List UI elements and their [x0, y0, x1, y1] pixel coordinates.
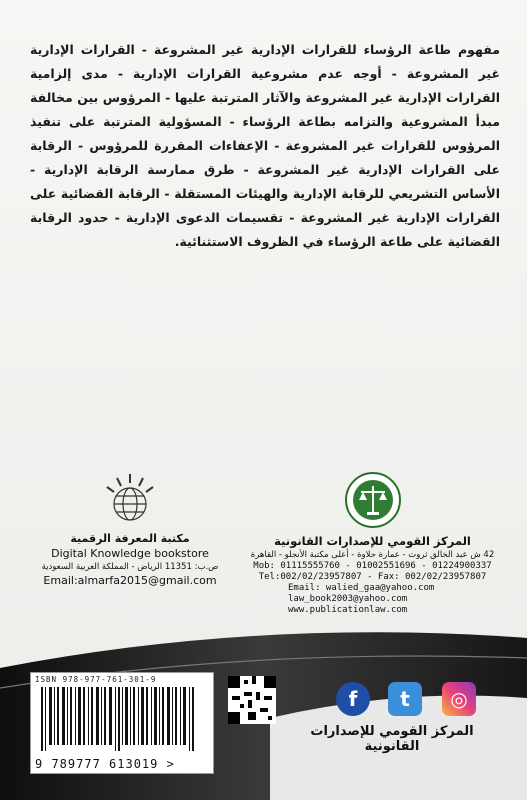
left-publisher-po-box: ص.ب: 11351 الرياض - المملكة العربية السعودية [41, 562, 219, 572]
right-publisher-address: 42 ش عبد الخالق ثروت - عمارة حلاوة - أعلى مكتبة الأنجلو - القاهرة [250, 550, 495, 560]
globe-logo-icon [95, 470, 165, 530]
right-publisher-mobile: Mob: 01115555760 - 01002551696 - 01224900337 [253, 561, 492, 571]
right-publisher-tel: Tel:002/02/23957807 - Fax: 002/02/23957807 [258, 572, 487, 582]
instagram-icon[interactable]: ◎ [442, 682, 476, 716]
left-publisher-ar-name: مكتبة المعرفة الرقمية [70, 532, 190, 545]
twitter-icon[interactable]: t [388, 682, 422, 716]
left-publisher [30, 470, 230, 587]
qr-code-icon[interactable] [228, 676, 276, 724]
bottom-publisher-title: المركز القومي للإصدارات القانونية [310, 724, 474, 754]
facebook-icon[interactable]: f [336, 682, 370, 716]
right-publisher-website: www.publicationlaw.com [288, 605, 408, 615]
isbn-label: ISBN 978-977-761-301-9 [35, 675, 157, 684]
left-publisher-en-name: Digital Knowledge bookstore [51, 547, 209, 560]
isbn-barcode [30, 672, 214, 774]
ean-digits: 9 789777 613019 > [35, 757, 175, 771]
barcode-bars-icon [41, 687, 201, 751]
right-publisher-email-1: Email: walied_gaa@yahoo.com [288, 583, 435, 593]
scales-seal-icon [343, 470, 403, 530]
back-cover-text: مفهوم طاعة الرؤساء للقرارات الإدارية غير المشروعة - القرارات الإدارية غير المشروعة - أوجه عدم مشروعية القرارات الإدارية - مدى إلزامية القرارات الإدارية غير المشروعة والآثار المترتبة عليها - المرؤوس بين مخالفة مبدأ المشروعية والتزامه بطاعة الرؤساء - المسؤولية المترتبة على تنفيذ المرؤوس للقرارات غير المشروعة - الإعفاءات المقررة للمرؤوس - الرقابة على القرارات الإدارية غير المشروعة - طرق ممارسة الرقابة الإدارية - الأساس التشريعي للرقابة الإدارية والهيئات المستقلة - الرقابة القضائية على القرارات الإدارية غير المشروعة - تقسيمات الدعوى الإدارية - حدود الرقابة القضائية على طاعة الرؤساء في الظروف الاستثنائية. [30, 42, 500, 249]
right-publisher [240, 470, 505, 616]
right-publisher-ar-name: المركز القومي للإصدارات القانونية [274, 534, 471, 548]
right-publisher-email-2: law_book2003@yahoo.com [288, 594, 408, 604]
left-publisher-email: Email:almarfa2015@gmail.com [43, 574, 217, 587]
